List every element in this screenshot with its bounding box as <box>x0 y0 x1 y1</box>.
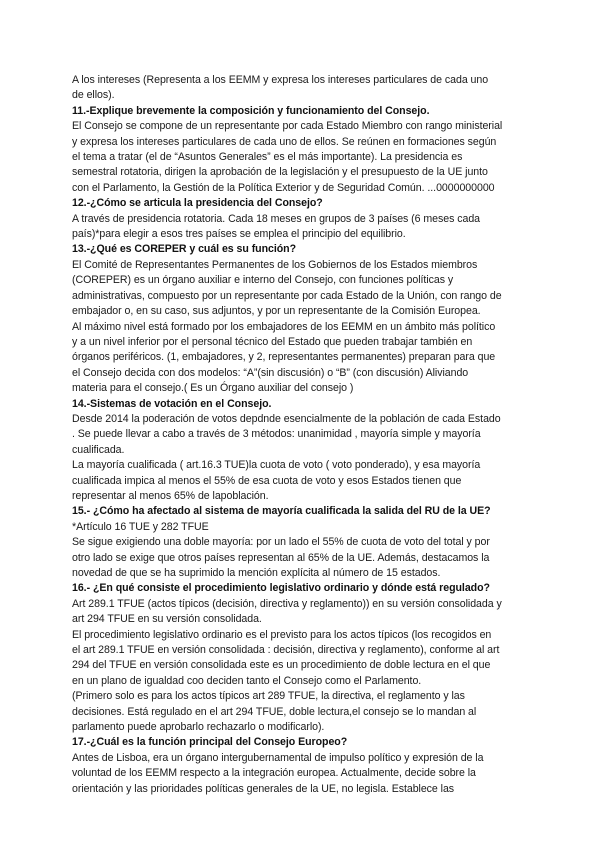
text-line: Se sigue exigiendo una doble mayoría: por un lado el 55% de cuota de voto del total y por <box>72 536 490 549</box>
question-heading: 15.- ¿Cómo ha afectado al sistema de mayoría cualificada la salida del RU de la UE? <box>72 505 491 518</box>
question-heading: 16.- ¿En qué consiste el procedimiento legislativo ordinario y dónde está regulado? <box>72 582 490 595</box>
text-line: El procedimiento legislativo ordinario es el previsto para los actos típicos (los recogidos en <box>72 628 492 641</box>
text-line: A través de presidencia rotatoria. Cada 18 meses en grupos de 3 países (6 meses cada <box>72 212 481 225</box>
text-line: y a un nivel inferior por el personal técnico del Estado que pueden trabajar también en <box>72 335 473 348</box>
question-heading: 17.-¿Cuál es la función principal del Consejo Europeo? <box>72 736 348 749</box>
text-line: . Se puede llevar a cabo a través de 3 métodos: unanimidad , mayoría simple y mayoría <box>72 428 481 441</box>
question-heading: 11.-Explique brevemente la composición y funcionamiento del Consejo. <box>72 104 430 117</box>
text-line: novedad de que se ha suprimido la mención explícita al número de 15 estados. <box>72 567 441 579</box>
text-line: país)*para elegir a esos tres países se emplea el principio del equilibrio. <box>72 228 406 241</box>
text-line: y expresa los intereses particulares de cada uno de ellos. Se reúnen en formaciones según <box>72 135 497 148</box>
text-line: semestral rotatoria, dirigen la aprobación de la legislación y el presupuesto de la UE junto <box>72 166 488 179</box>
text-line: El Comité de Representantes Permanentes de los Gobiernos de los Estados miembros <box>72 258 478 271</box>
text-line: representar al menos 65% de lapoblación. <box>72 489 269 502</box>
text-line: *Artículo 16 TUE y 282 TFUE <box>72 520 209 533</box>
text-line: embajador o, en su caso, sus adjuntos, y por un representante de la Comisión Europea. <box>72 305 481 318</box>
question-heading: 14.-Sistemas de votación en el Consejo. <box>72 397 272 410</box>
text-line: voluntad de los EEMM respecto a la integración europea. Actualmente, decide sobre la <box>72 767 476 780</box>
question-heading: 12.-¿Cómo se articula la presidencia del Consejo? <box>72 197 323 210</box>
text-line: en un plano de igualdad coo deciden tanto el Consejo como el Parlamento. <box>72 674 422 687</box>
text-line: Antes de Lisboa, era un órgano intergubernamental de impulso político y expresión de la <box>72 751 484 764</box>
text-line: art 294 TFUE en su versión consolidada. <box>72 613 262 626</box>
text-line: el Consejo decida con dos modelos: “A”(sin discusión) o “B” (con discusión) Aliviando <box>72 366 469 379</box>
text-line: El Consejo se compone de un representante por cada Estado Miembro con rango ministerial <box>72 120 503 133</box>
text-line: orientación y las prioridades políticas generales de la UE, no legisla. Establece las <box>72 782 455 795</box>
text-line: 294 del TFUE en versión consolidada este es un procedimiento de doble lectura en el que <box>72 659 491 672</box>
text-line: A los intereses (Representa a los EEMM y expresa los intereses particulares de cada uno <box>72 74 489 86</box>
text-line: (COREPER) es un órgano auxiliar e interno del Consejo, con funciones políticas y <box>72 274 454 287</box>
text-line: Art 289.1 TFUE (actos típicos (decisión, directiva y reglamento)) en su versión consolidada y <box>72 597 502 610</box>
text-line: el tema a tratar (el de “Asuntos Generales” es el más importante). La presidencia es <box>72 151 463 164</box>
text-line: Desde 2014 la poderación de votos depdnde esencialmente de la población de cada Estado <box>72 412 501 425</box>
text-line: cualificada. <box>72 443 125 456</box>
text-line: órganos periféricos. (1, embajadores, y 2, representantes permanentes) preparan para que <box>72 351 496 364</box>
question-heading: 13.-¿Qué es COREPER y cuál es su función? <box>72 243 297 256</box>
text-line: administrativas, compuesto por un representante por cada Estado de la Unión, con rango de <box>72 289 502 302</box>
text-line: (Primero solo es para los actos típicos art 289 TFUE, la directiva, el reglamento y las <box>72 690 465 703</box>
text-line: Al máximo nivel está formado por los embajadores de los EEMM en un ámbito más político <box>72 320 496 333</box>
text-line: materia para el consejo.( Es un Órgano auxiliar del consejo ) <box>72 382 354 395</box>
document-page <box>72 73 532 797</box>
text-line: con el Parlamento, la Gestión de la Política Exterior y de Seguridad Común. ...0000000000 <box>72 181 495 194</box>
text-line: cualificada impica al menos el 55% de esa cuota de voto y esos Estados tienen que <box>72 474 462 487</box>
text-line: de ellos). <box>72 89 115 102</box>
text-line: decisiones. Está regulado en el art 294 TFUE, doble lectura,el consejo se lo mandan al <box>72 705 477 718</box>
text-line: otro lado se exige que otros países representan al 65% de la UE. Además, destacamos la <box>72 551 490 564</box>
text-line: La mayoría cualificada ( art.16.3 TUE)la cuota de voto ( voto ponderado), y esa mayoría <box>72 459 481 472</box>
text-line: parlamento puede aprobarlo rechazarlo o modificarlo). <box>72 721 325 734</box>
text-line: el art 289.1 TFUE en versión consolidada : decisión, directiva y reglamento), conforme al art <box>72 644 500 657</box>
